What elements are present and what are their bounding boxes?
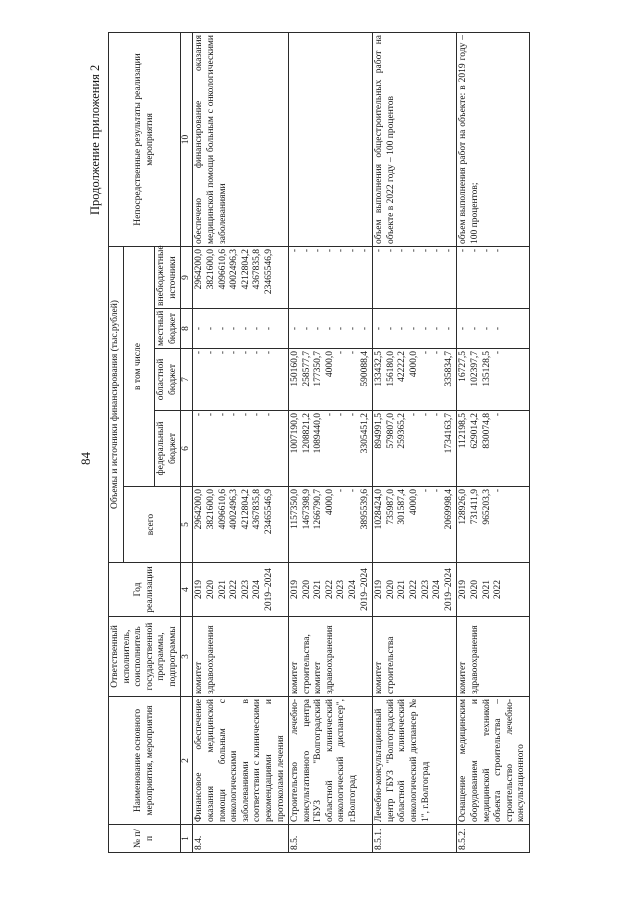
extra-value-cell — [193, 246, 289, 308]
year-value: 2019–2024 — [264, 568, 275, 611]
federal-value: 1734163,7 — [443, 413, 454, 454]
year-value-cell — [457, 563, 529, 617]
column-number: 6 — [181, 411, 193, 487]
local-value-cell — [289, 309, 373, 349]
financing-table — [108, 32, 530, 853]
regional-value: 4000,0 — [324, 351, 335, 378]
total-value: - — [493, 489, 504, 493]
local-value: - — [290, 326, 301, 331]
total-value: - — [348, 489, 359, 493]
total-value: 4000,0 — [324, 489, 335, 516]
year-value: 2019–2024 — [359, 568, 370, 611]
total-value: 2964200,0 — [194, 489, 205, 530]
local-value: - — [194, 326, 205, 331]
federal-value-cell — [373, 411, 457, 487]
column-number: 5 — [181, 487, 193, 563]
header-federal: федеральный бюджет — [155, 411, 181, 487]
federal-value-cell — [457, 411, 529, 487]
extra-value-cell — [373, 246, 457, 308]
local-value: - — [313, 326, 324, 331]
header-executor: Ответственный исполнитель, соисполнитель государственной программы, подпрограммы — [109, 617, 181, 697]
local-value-cell — [193, 309, 289, 349]
total-value: 128926,0 — [458, 489, 469, 525]
total-value-cell — [373, 487, 457, 563]
year-value-cell — [289, 563, 373, 617]
local-value: - — [397, 326, 408, 331]
federal-value: 629014,2 — [470, 413, 480, 449]
local-value: - — [432, 326, 443, 331]
federal-value: - — [409, 413, 420, 417]
year-value: 2024 — [348, 580, 359, 599]
regional-value: 335834,7 — [443, 351, 454, 387]
federal-value: - — [206, 413, 217, 417]
federal-value: - — [348, 413, 359, 417]
total-value-cell — [457, 487, 529, 563]
total-value: 301587,4 — [397, 489, 408, 525]
extra-value: - — [359, 248, 370, 253]
regional-value: - — [420, 351, 431, 355]
responsible-executor: комитет здравоохранения — [193, 617, 289, 697]
measure-name: Строительство лечебно-консультативного центра ГБУЗ "Волгоградский областной клинический онкологический диспансер", г.Волгоград — [289, 697, 373, 825]
extra-value: 4212804,2 — [240, 248, 251, 290]
year-value-cell — [373, 563, 457, 617]
local-value: - — [481, 326, 492, 331]
regional-value: 4000,0 — [409, 351, 420, 378]
row-number: 8.5.2. — [457, 825, 529, 853]
regional-value: 156180,0 — [385, 351, 396, 387]
extra-value: - — [313, 248, 324, 253]
year-value: 2021 — [217, 580, 228, 599]
extra-value: - — [348, 248, 359, 253]
page-number: 84 — [78, 452, 93, 465]
year-value: 2020 — [301, 580, 312, 599]
regional-value: - — [194, 351, 205, 355]
regional-value: 16727,5 — [458, 351, 469, 382]
year-value: 2023 — [420, 580, 431, 599]
regional-value-cell — [193, 349, 289, 411]
total-value: 4212804,2 — [240, 489, 251, 530]
column-number: 2 — [181, 697, 193, 825]
measure-name: Лечебно-консультационный центр ГБУЗ "Волгоградский областной клинический онкологический диспансер № 1", г.Волгоград — [373, 697, 457, 825]
continuation-heading: Продолжение приложения 2 — [88, 64, 102, 215]
federal-value: 1208821,2 — [301, 413, 312, 454]
year-value: 2020 — [470, 580, 480, 599]
year-value: 2021 — [481, 580, 492, 599]
local-value: - — [443, 326, 454, 331]
local-value: - — [359, 326, 370, 331]
extra-value: - — [470, 248, 480, 253]
table-header — [109, 32, 193, 852]
local-value: - — [324, 326, 335, 331]
column-number: 9 — [181, 246, 193, 308]
regional-value: - — [252, 351, 263, 355]
total-value: - — [420, 489, 431, 493]
regional-value: - — [493, 351, 504, 355]
column-number: 8 — [181, 309, 193, 349]
extra-value: 3821600,0 — [206, 248, 217, 290]
federal-value-cell — [193, 411, 289, 487]
row-number: 8.5. — [289, 825, 373, 853]
result-text: обеспечено финансирование оказания медицинской помощи больным с онкологическими заболеваниями — [193, 32, 289, 246]
federal-value: - — [493, 413, 504, 417]
header-local: местный бюджет — [155, 309, 181, 349]
header-total: всего — [123, 487, 181, 563]
year-value: 2023 — [240, 580, 251, 599]
extra-value: - — [374, 248, 385, 253]
regional-value: 42222,2 — [397, 351, 408, 382]
year-value: 2022 — [229, 580, 240, 599]
column-number-row — [181, 32, 193, 852]
extra-value: 4367835,8 — [252, 248, 263, 290]
table-row — [289, 32, 373, 852]
total-value-cell — [193, 487, 289, 563]
federal-value: - — [194, 413, 205, 417]
total-value: - — [432, 489, 443, 493]
year-value: 2019 — [194, 580, 205, 599]
regional-value: - — [348, 351, 359, 355]
regional-value: 177350,7 — [313, 351, 324, 387]
year-value: 2022 — [493, 580, 504, 599]
regional-value: - — [336, 351, 347, 355]
extra-value: - — [432, 248, 443, 253]
column-number: 4 — [181, 563, 193, 617]
responsible-executor: комитет строительства, комитет здравоохранения — [289, 617, 373, 697]
local-value: - — [240, 326, 251, 331]
extra-value: - — [324, 248, 335, 253]
regional-value: - — [229, 351, 240, 355]
local-value: - — [217, 326, 228, 331]
regional-value: - — [217, 351, 228, 355]
year-value: 2021 — [397, 580, 408, 599]
regional-value: 133432,5 — [374, 351, 385, 387]
federal-value: - — [324, 413, 335, 417]
extra-value: - — [481, 248, 492, 253]
extra-value: - — [336, 248, 347, 253]
federal-value-cell — [289, 411, 373, 487]
regional-value: 590088,4 — [359, 351, 370, 387]
row-number: 8.5.1. — [373, 825, 457, 853]
extra-value: 4096610,6 — [217, 248, 228, 290]
header-including: в том числе — [123, 246, 155, 486]
year-value: 2022 — [324, 580, 335, 599]
federal-value: 3305451,2 — [359, 413, 370, 454]
regional-value: - — [240, 351, 251, 355]
year-value: 2024 — [432, 580, 443, 599]
year-value: 2019 — [458, 580, 469, 599]
year-value: 2024 — [252, 580, 263, 599]
header-regional: областной бюджет — [155, 349, 181, 411]
local-value: - — [301, 326, 312, 331]
local-value: - — [458, 326, 469, 331]
total-value: 1157350,0 — [290, 489, 301, 530]
federal-value: 112198,5 — [458, 413, 469, 449]
header-num: № п/п — [109, 825, 181, 853]
column-number: 7 — [181, 349, 193, 411]
local-value-cell — [373, 309, 457, 349]
extra-value: - — [385, 248, 396, 253]
measure-name: Финансовое обеспечение оказания медицинской помощи больным с онкологическими заболеваниями в соответствии с клиническими рекомендациями и протоколами лечения — [193, 697, 289, 825]
result-text: объем выполнения общестроительных работ на объекте в 2022 году – 100 процентов — [373, 32, 457, 246]
local-value: - — [374, 326, 385, 331]
header-extra: внебюджетные источники — [155, 246, 181, 308]
federal-value: - — [336, 413, 347, 417]
local-value: - — [229, 326, 240, 331]
federal-value: 894991,5 — [374, 413, 385, 449]
extra-value: 2964200,0 — [194, 248, 205, 290]
regional-value: - — [206, 351, 217, 355]
total-value: 4096610,6 — [217, 489, 228, 530]
year-value: 2019 — [290, 580, 301, 599]
result-text: объем выполнения работ на объекте: в 2019 году – 100 процентов; — [457, 32, 529, 246]
federal-value: 259365,2 — [397, 413, 408, 449]
federal-value: - — [229, 413, 240, 417]
responsible-executor: комитет строительства — [373, 617, 457, 697]
federal-value: 1089440,0 — [313, 413, 324, 454]
local-value: - — [252, 326, 263, 331]
header-volumes: Объемы и источники финансирования (тыс.рублей) — [109, 246, 124, 562]
local-value: - — [470, 326, 480, 331]
local-value-cell — [457, 309, 529, 349]
column-number: 10 — [181, 32, 193, 246]
year-value: 2023 — [336, 580, 347, 599]
header-year: Год реализации — [109, 563, 181, 617]
table-row — [457, 32, 529, 852]
federal-value: - — [420, 413, 431, 417]
regional-value: 135128,5 — [481, 351, 492, 387]
total-value: 2069998,4 — [443, 489, 454, 530]
total-value: 965203,3 — [481, 489, 492, 525]
responsible-executor: комитет здравоохранения — [457, 617, 529, 697]
extra-value: - — [420, 248, 431, 253]
regional-value: 258577,7 — [301, 351, 312, 387]
federal-value: - — [240, 413, 251, 417]
total-value: - — [336, 489, 347, 493]
year-value: 2019 — [374, 580, 385, 599]
extra-value-cell — [457, 246, 529, 308]
total-value: 4367835,8 — [252, 489, 263, 530]
extra-value: - — [301, 248, 312, 253]
row-number: 8.4. — [193, 825, 289, 853]
extra-value: - — [443, 248, 454, 253]
local-value: - — [409, 326, 420, 331]
year-value-cell — [193, 563, 289, 617]
federal-value: 579807,0 — [385, 413, 396, 449]
header-name: Наименование основного мероприятия, мероприятия — [109, 697, 181, 825]
year-value: 2020 — [206, 580, 217, 599]
total-value: 4000,0 — [409, 489, 420, 516]
total-value: 1028424,0 — [374, 489, 385, 530]
total-value-cell — [289, 487, 373, 563]
extra-value: 23465546,9 — [264, 248, 275, 295]
total-value: 3895539,6 — [359, 489, 370, 530]
year-value: 2019–2024 — [443, 568, 454, 611]
year-value: 2021 — [313, 580, 324, 599]
measure-name: Оснащение медицинским оборудованием и медицинской техникой объекта строительства – строительство лечебно-консультационного — [457, 697, 529, 825]
local-value: - — [420, 326, 431, 331]
federal-value: - — [432, 413, 443, 417]
federal-value: 830074,8 — [481, 413, 492, 449]
table-body — [193, 32, 529, 852]
regional-value: 150160,0 — [290, 351, 301, 387]
extra-value: - — [409, 248, 420, 253]
total-value: 4002496,3 — [229, 489, 240, 530]
year-value: 2022 — [409, 580, 420, 599]
table-row — [193, 32, 289, 852]
regional-value: - — [432, 351, 443, 355]
extra-value: - — [290, 248, 301, 253]
total-value: 1266790,7 — [313, 489, 324, 530]
regional-value: 102397,7 — [470, 351, 480, 387]
regional-value: - — [264, 351, 275, 355]
federal-value: - — [264, 413, 275, 417]
table-row — [373, 32, 457, 852]
extra-value-cell — [289, 246, 373, 308]
local-value: - — [348, 326, 359, 331]
total-value: 3821600,0 — [206, 489, 217, 530]
local-value: - — [385, 326, 396, 331]
local-value: - — [264, 326, 275, 331]
column-number: 3 — [181, 617, 193, 697]
local-value: - — [336, 326, 347, 331]
local-value: - — [493, 326, 504, 331]
federal-value: - — [217, 413, 228, 417]
total-value: 1467398,9 — [301, 489, 312, 530]
regional-value-cell — [289, 349, 373, 411]
header-results: Непосредственные результаты реализации мероприятия — [109, 32, 181, 246]
regional-value-cell — [373, 349, 457, 411]
result-text — [289, 32, 373, 246]
year-value: 2020 — [385, 580, 396, 599]
column-number: 1 — [181, 825, 193, 853]
federal-value: 1007190,0 — [290, 413, 301, 454]
extra-value: - — [458, 248, 469, 253]
extra-value: - — [397, 248, 408, 253]
extra-value: - — [493, 248, 504, 253]
extra-value: 4002496,3 — [229, 248, 240, 290]
federal-value: - — [252, 413, 263, 417]
regional-value-cell — [457, 349, 529, 411]
total-value: 735987,0 — [385, 489, 396, 525]
total-value: 23465546,9 — [264, 489, 275, 535]
total-value: 731411,9 — [470, 489, 480, 525]
local-value: - — [206, 326, 217, 331]
